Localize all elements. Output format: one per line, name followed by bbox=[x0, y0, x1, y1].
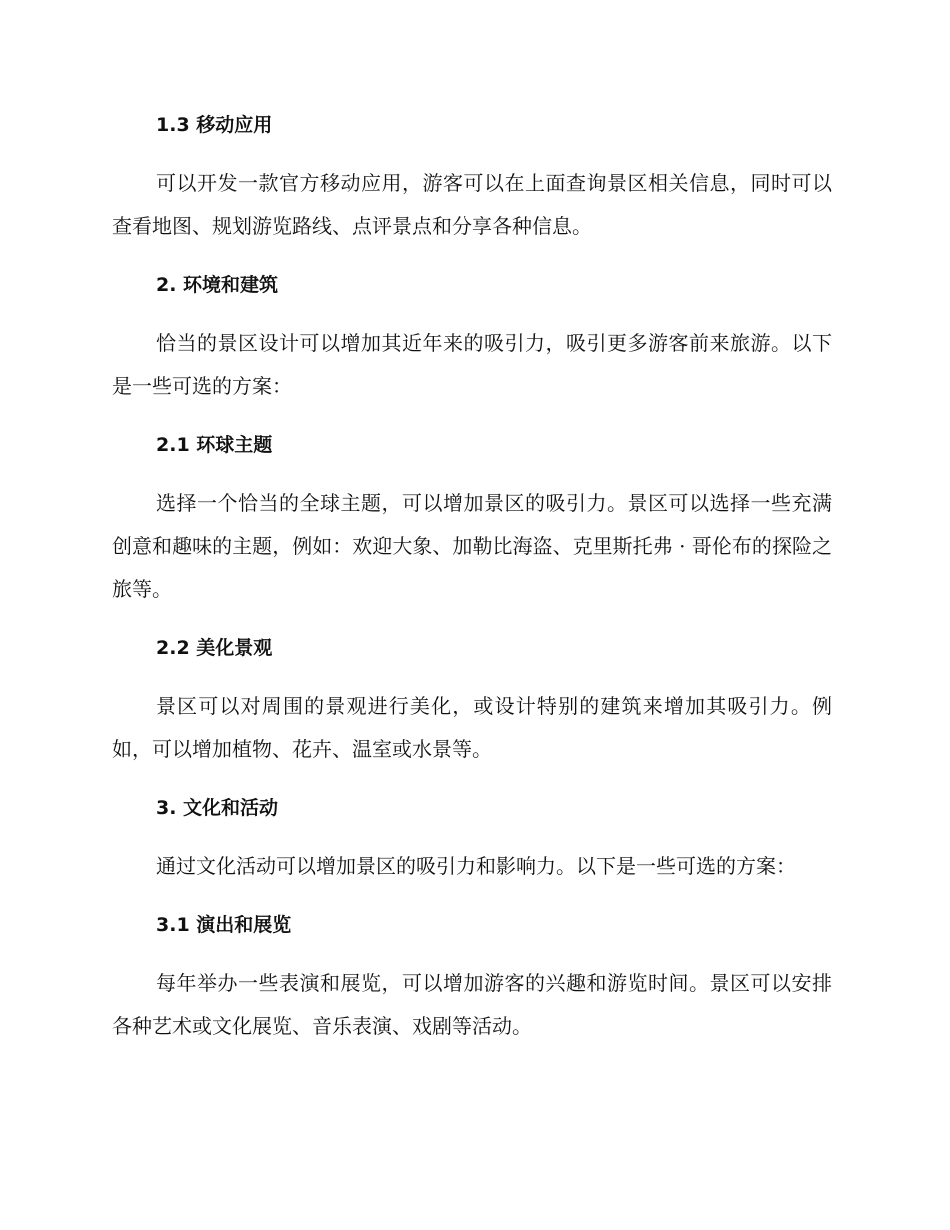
paragraph-culture: 通过文化活动可以增加景区的吸引力和影响力。以下是一些可选的方案： bbox=[156, 854, 796, 878]
paragraph-performances: 每年举办一些表演和展览，可以增加游客的兴趣和游览时间。景区可以安排各种艺术或文化展览、音乐表演、戏剧等活动。 bbox=[112, 971, 832, 1038]
section-heading-3-1: 3.1 演出和展览 bbox=[156, 914, 292, 936]
section-heading-2-2: 2.2 美化景观 bbox=[156, 637, 273, 659]
paragraph-landscape: 景区可以对周围的景观进行美化，或设计特别的建筑来增加其吸引力。例如，可以增加植物、花卉、温室或水景等。 bbox=[112, 694, 832, 761]
paragraph-mobile-app: 可以开发一款官方移动应用，游客可以在上面查询景区相关信息，同时可以查看地图、规划游览路线、点评景点和分享各种信息。 bbox=[112, 171, 832, 238]
section-heading-2-1: 2.1 环球主题 bbox=[156, 434, 273, 456]
paragraph-environment: 恰当的景区设计可以增加其近年来的吸引力，吸引更多游客前来旅游。以下是一些可选的方案： bbox=[112, 331, 832, 398]
section-heading-3: 3. 文化和活动 bbox=[156, 797, 279, 819]
section-heading-2: 2. 环境和建筑 bbox=[156, 274, 279, 296]
paragraph-global-theme: 选择一个恰当的全球主题，可以增加景区的吸引力。景区可以选择一些充满创意和趣味的主题，例如：欢迎大象、加勒比海盗、克里斯托弗 · 哥伦布的探险之旅等。 bbox=[112, 491, 832, 601]
section-heading-1-3: 1.3 移动应用 bbox=[156, 114, 273, 136]
